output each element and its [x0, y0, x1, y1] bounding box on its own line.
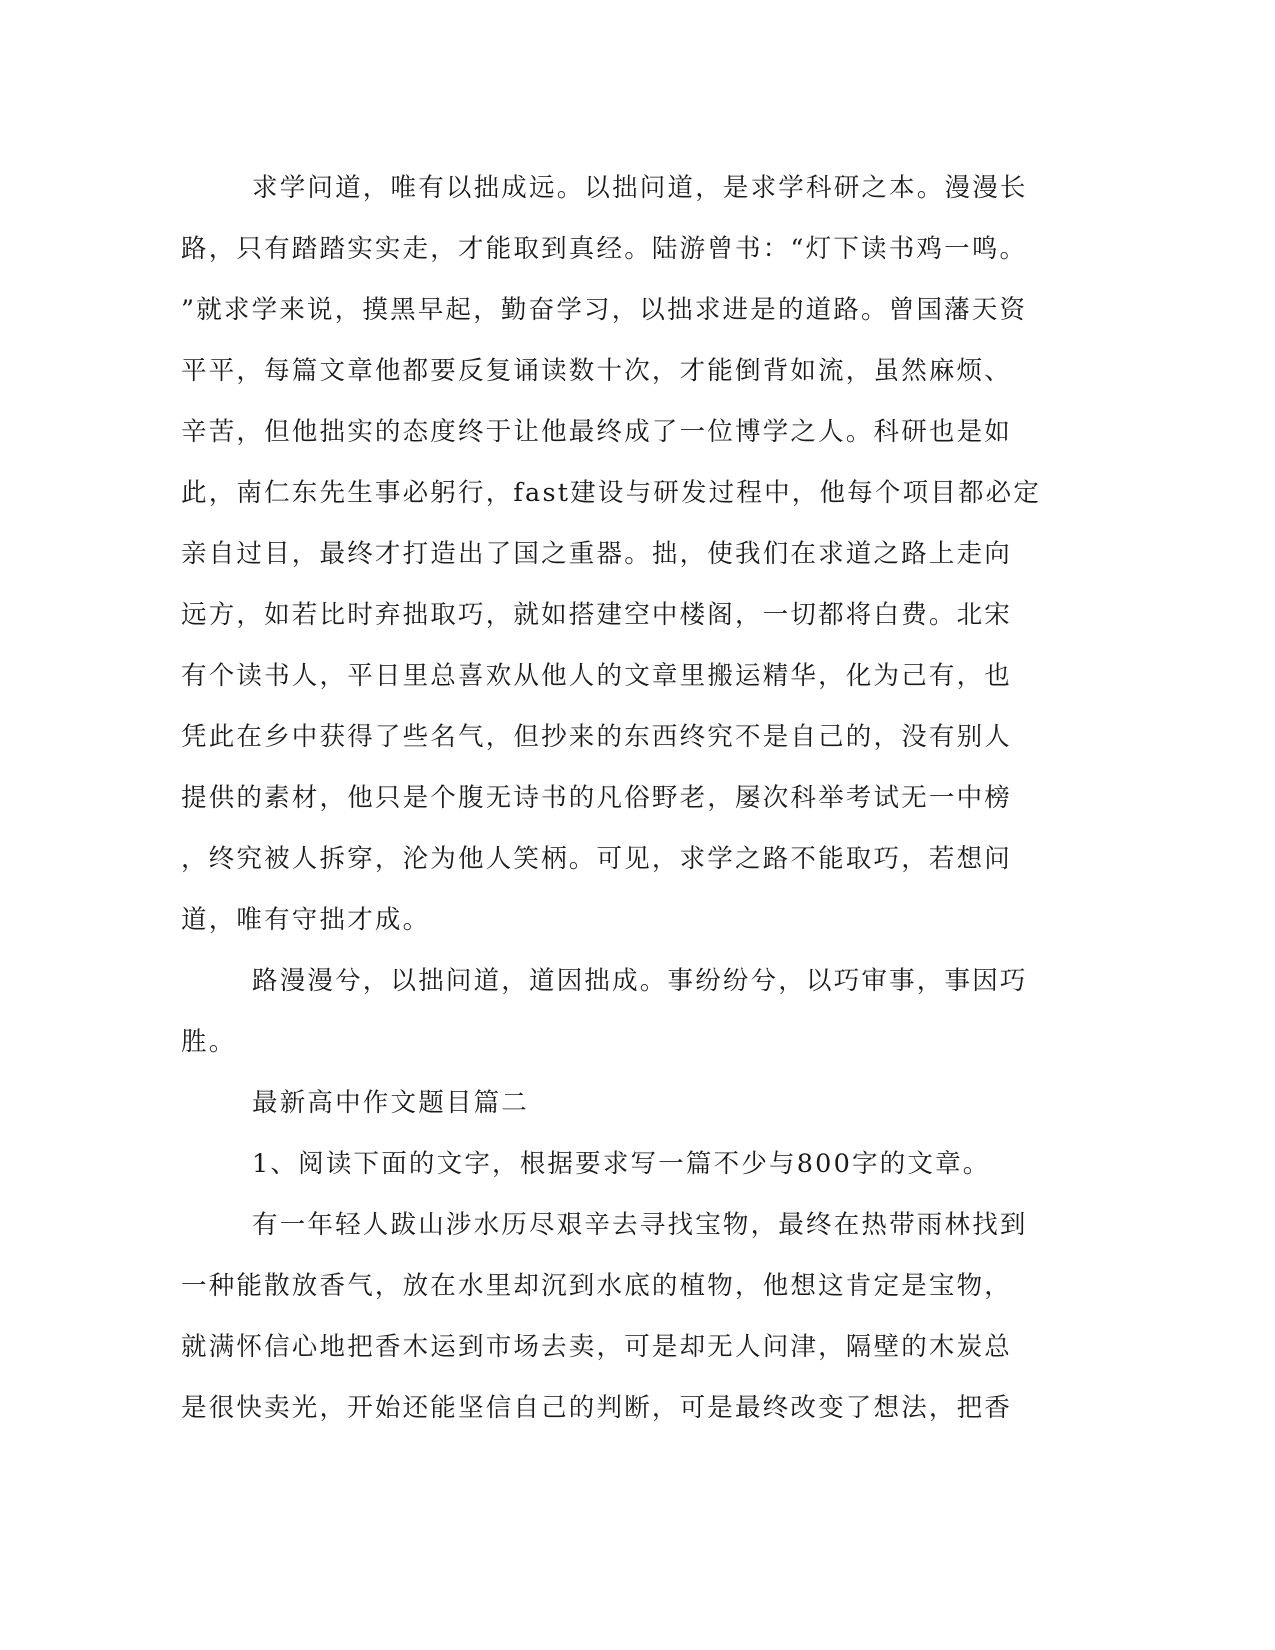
- paragraph-line: 有一年轻人跋山涉水历尽艰辛去寻找宝物，最终在热带雨林找到: [252, 1210, 1028, 1240]
- paragraph-line: ，终究被人拆穿，沦为他人笑柄。可见，求学之路不能取巧，若想问: [181, 844, 1013, 874]
- paragraph-line: 远方，如若比时弃拙取巧，就如搭建空中楼阁，一切都将白费。北宋: [181, 600, 1013, 630]
- paragraph-line: 平平，每篇文章他都要反复诵读数十次，才能倒背如流，虽然麻烦、: [181, 356, 1013, 386]
- paragraph-line: 胜。: [181, 1027, 237, 1057]
- paragraph-line: 提供的素材，他只是个腹无诗书的凡俗野老，屡次科举考试无一中榜: [181, 783, 1013, 813]
- paragraph-1: [181, 158, 1061, 951]
- paragraph-line: 就满怀信心地把香木运到市场去卖，可是却无人问津，隔壁的木炭总: [181, 1332, 1013, 1362]
- paragraph-line: 此，南仁东先生事必躬行，fast建设与研发过程中，他每个项目都必定: [181, 478, 1042, 508]
- paragraph-line: 凭此在乡中获得了些名气，但抄来的东西终究不是自己的，没有别人: [181, 722, 1013, 752]
- section-heading: 最新高中作文题目篇二: [252, 1088, 530, 1118]
- paragraph-line: 路，只有踏踏实实走，才能取到真经。陆游曾书：“灯下读书鸡一鸣。: [181, 234, 1028, 264]
- paragraph-line: 求学问道，唯有以拙成远。以拙问道，是求学科研之本。漫漫长: [252, 173, 1028, 203]
- paragraph-2: [181, 951, 1061, 1073]
- prompt-line: 1、阅读下面的文字，根据要求写一篇不少与800字的文章。: [252, 1149, 991, 1179]
- paragraph-line: 路漫漫兮，以拙问道，道因拙成。事纷纷兮，以巧审事，事因巧: [252, 966, 1028, 996]
- paragraph-line: 是很快卖光，开始还能坚信自己的判断，可是最终改变了想法，把香: [181, 1393, 1013, 1423]
- paragraph-line: 有个读书人，平日里总喜欢从他人的文章里搬运精华，化为己有，也: [181, 661, 1013, 691]
- paragraph-line: 亲自过目，最终才打造出了国之重器。拙，使我们在求道之路上走向: [181, 539, 1013, 569]
- paragraph-line: ”就求学来说，摸黑早起，勤奋学习，以拙求进是的道路。曾国藩天资: [181, 295, 1028, 325]
- paragraph-line: 辛苦，但他拙实的态度终于让他最终成了一位博学之人。科研也是如: [181, 417, 1013, 447]
- paragraph-3: [181, 1195, 1061, 1439]
- paragraph-line: 道，唯有守拙才成。: [181, 905, 431, 935]
- paragraph-line: 一种能散放香气，放在水里却沉到水底的植物，他想这肯定是宝物，: [181, 1271, 1013, 1301]
- document-body: [181, 158, 1061, 1439]
